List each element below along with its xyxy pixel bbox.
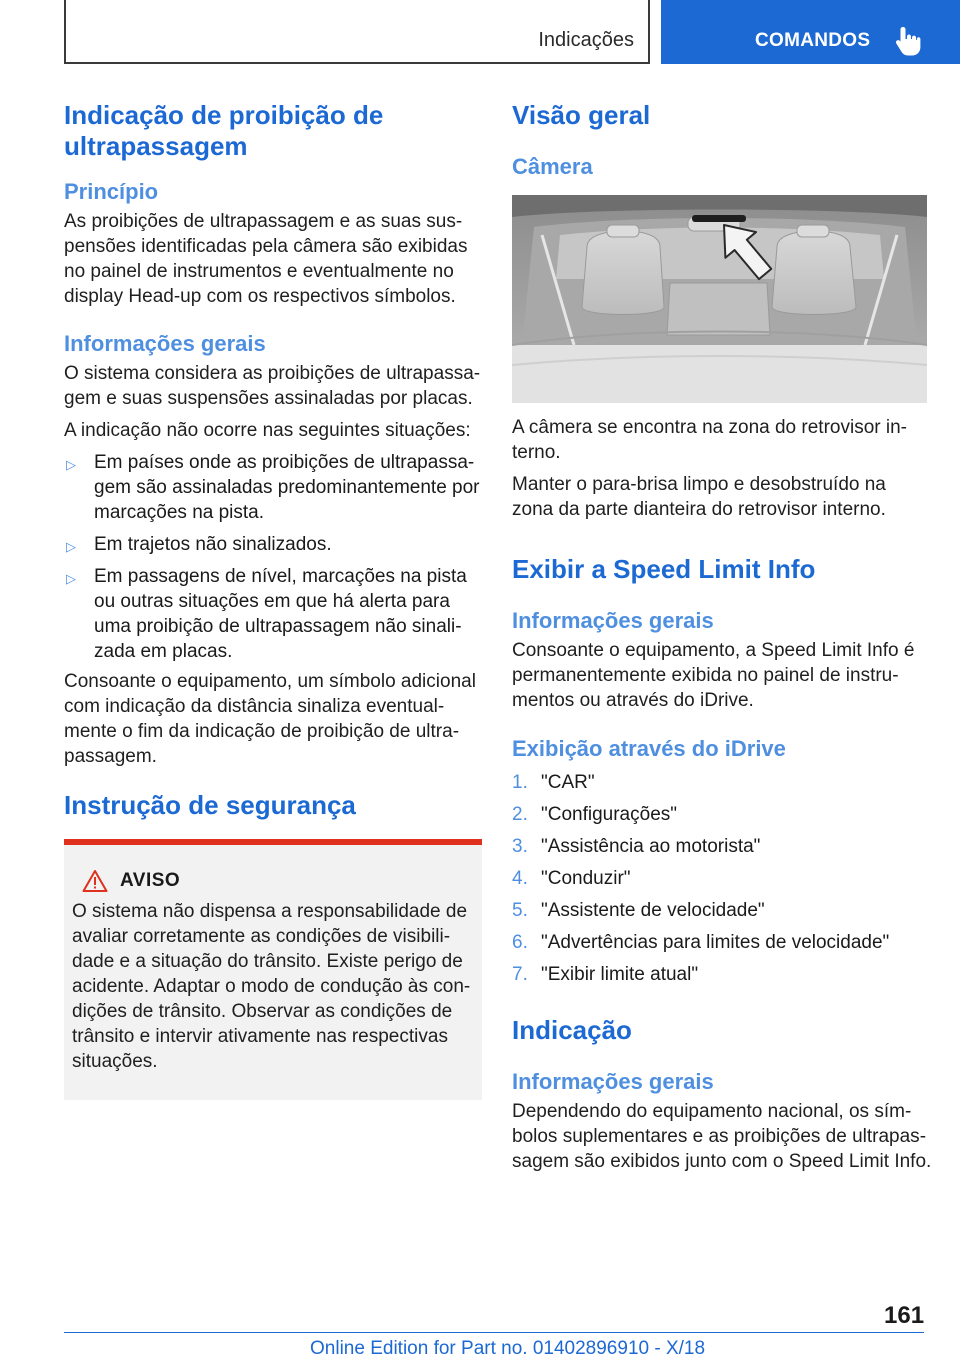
heading-speed-limit-info: Exibir a Speed Limit Info bbox=[512, 554, 816, 584]
list-item: 4. "Conduzir" bbox=[512, 868, 631, 889]
speed-limit-text: Consoante o equipamento, a Speed Limit Info é permanentemente exibida no painel de instrumentos ou através do iDrive. bbox=[512, 640, 915, 711]
list-item: 7. "Exibir limite atual" bbox=[512, 964, 699, 985]
header-tab-comandos[interactable] bbox=[661, 0, 960, 64]
heading-camera: Câmera bbox=[512, 154, 593, 179]
warning-triangle-icon bbox=[82, 869, 108, 893]
triangle-bullet-icon: ▷ bbox=[66, 539, 76, 554]
list-item: ▷ Em trajetos não sinalizados. bbox=[64, 532, 482, 557]
list-item: 6. "Advertências para limites de velocidade" bbox=[512, 932, 890, 953]
header-section-label: Indicações bbox=[538, 29, 634, 51]
camera-text-2: Manter o para-brisa limpo e desobstruído na zona da parte dianteira do retrovisor interno. bbox=[512, 474, 886, 520]
heading-general-info: Informações gerais bbox=[64, 331, 266, 356]
page-number: 161 bbox=[884, 1302, 925, 1329]
heading-display: Indicação bbox=[512, 1015, 632, 1045]
general-text-1: O sistema considera as proibições de ultrapassagem e suas suspensões assinaladas por placas. bbox=[64, 363, 481, 409]
list-item: 3. "Assistência ao motorista" bbox=[512, 836, 761, 857]
section-title-overtaking: Indicação de proibição de ultrapassagem bbox=[64, 100, 384, 161]
triangle-bullet-icon: ▷ bbox=[66, 457, 76, 472]
warning-box bbox=[64, 839, 482, 1100]
footer-divider bbox=[64, 1332, 924, 1333]
heading-idrive-display: Exibição através do iDrive bbox=[512, 736, 786, 761]
triangle-bullet-icon: ▷ bbox=[66, 571, 76, 586]
hand-pointer-icon bbox=[894, 25, 922, 57]
header-tab-label: COMANDOS bbox=[755, 30, 871, 51]
general-text-2: A indicação não ocorre nas seguintes situações: bbox=[64, 420, 471, 441]
heading-general-info-3: Informações gerais bbox=[512, 1069, 714, 1094]
list-item: 5. "Assistente de velocidade" bbox=[512, 900, 765, 921]
camera-location-photo bbox=[512, 195, 927, 403]
list-item: 1. "CAR" bbox=[512, 772, 595, 793]
principle-text: As proibições de ultrapassagem e as suas suspensões identificadas pela câmera são exibidas no painel de instrumentos e eventualmente no display Head-up com os respectivos símbolos. bbox=[64, 211, 468, 307]
heading-principle: Princípio bbox=[64, 179, 159, 204]
idrive-steps-list bbox=[512, 770, 932, 987]
header-section-box bbox=[64, 0, 650, 64]
heading-overview: Visão geral bbox=[512, 100, 651, 130]
general-text-3: Consoante o equipamento, um símbolo adicional com indicação da distância sinaliza eventualmente o fim da indicação de proibição de ultrapassagem. bbox=[64, 671, 476, 767]
list-item: ▷ Em países onde as proibições de ultrapassagem são assinaladas predominantemente por marcações na pista. bbox=[66, 452, 480, 523]
footer-edition: Online Edition for Part no. 01402896910 - X/18 bbox=[310, 1338, 706, 1359]
heading-safety: Instrução de segurança bbox=[64, 790, 356, 820]
camera-text-1: A câmera se encontra na zona do retrovisor interno. bbox=[512, 417, 907, 463]
warning-title: AVISO bbox=[120, 870, 181, 891]
right-column bbox=[512, 100, 932, 1174]
list-item: ▷ Em passagens de nível, marcações na pista ou outras situações em que há alerta para uma proibição de ultrapassagem não sinalizada em placas. bbox=[66, 566, 467, 662]
situations-list bbox=[64, 450, 482, 664]
warning-text: O sistema não dispensa a responsabilidade de avaliar corretamente as condições de visibilidade e a situação do trânsito. Existe perigo de acidente. Adaptar o modo de condução às condições de trânsito. Observar as condições de trânsito e intervir ativamente nas respectivas situações. bbox=[72, 901, 471, 1072]
list-item: 2. "Configurações" bbox=[512, 804, 678, 825]
left-column bbox=[64, 100, 482, 1100]
display-text: Dependendo do equipamento nacional, os símbolos suplementares e as proibições de ultrapassagem são exibidos junto com o Speed Limit Info. bbox=[512, 1101, 932, 1172]
heading-general-info-2: Informações gerais bbox=[512, 608, 714, 633]
